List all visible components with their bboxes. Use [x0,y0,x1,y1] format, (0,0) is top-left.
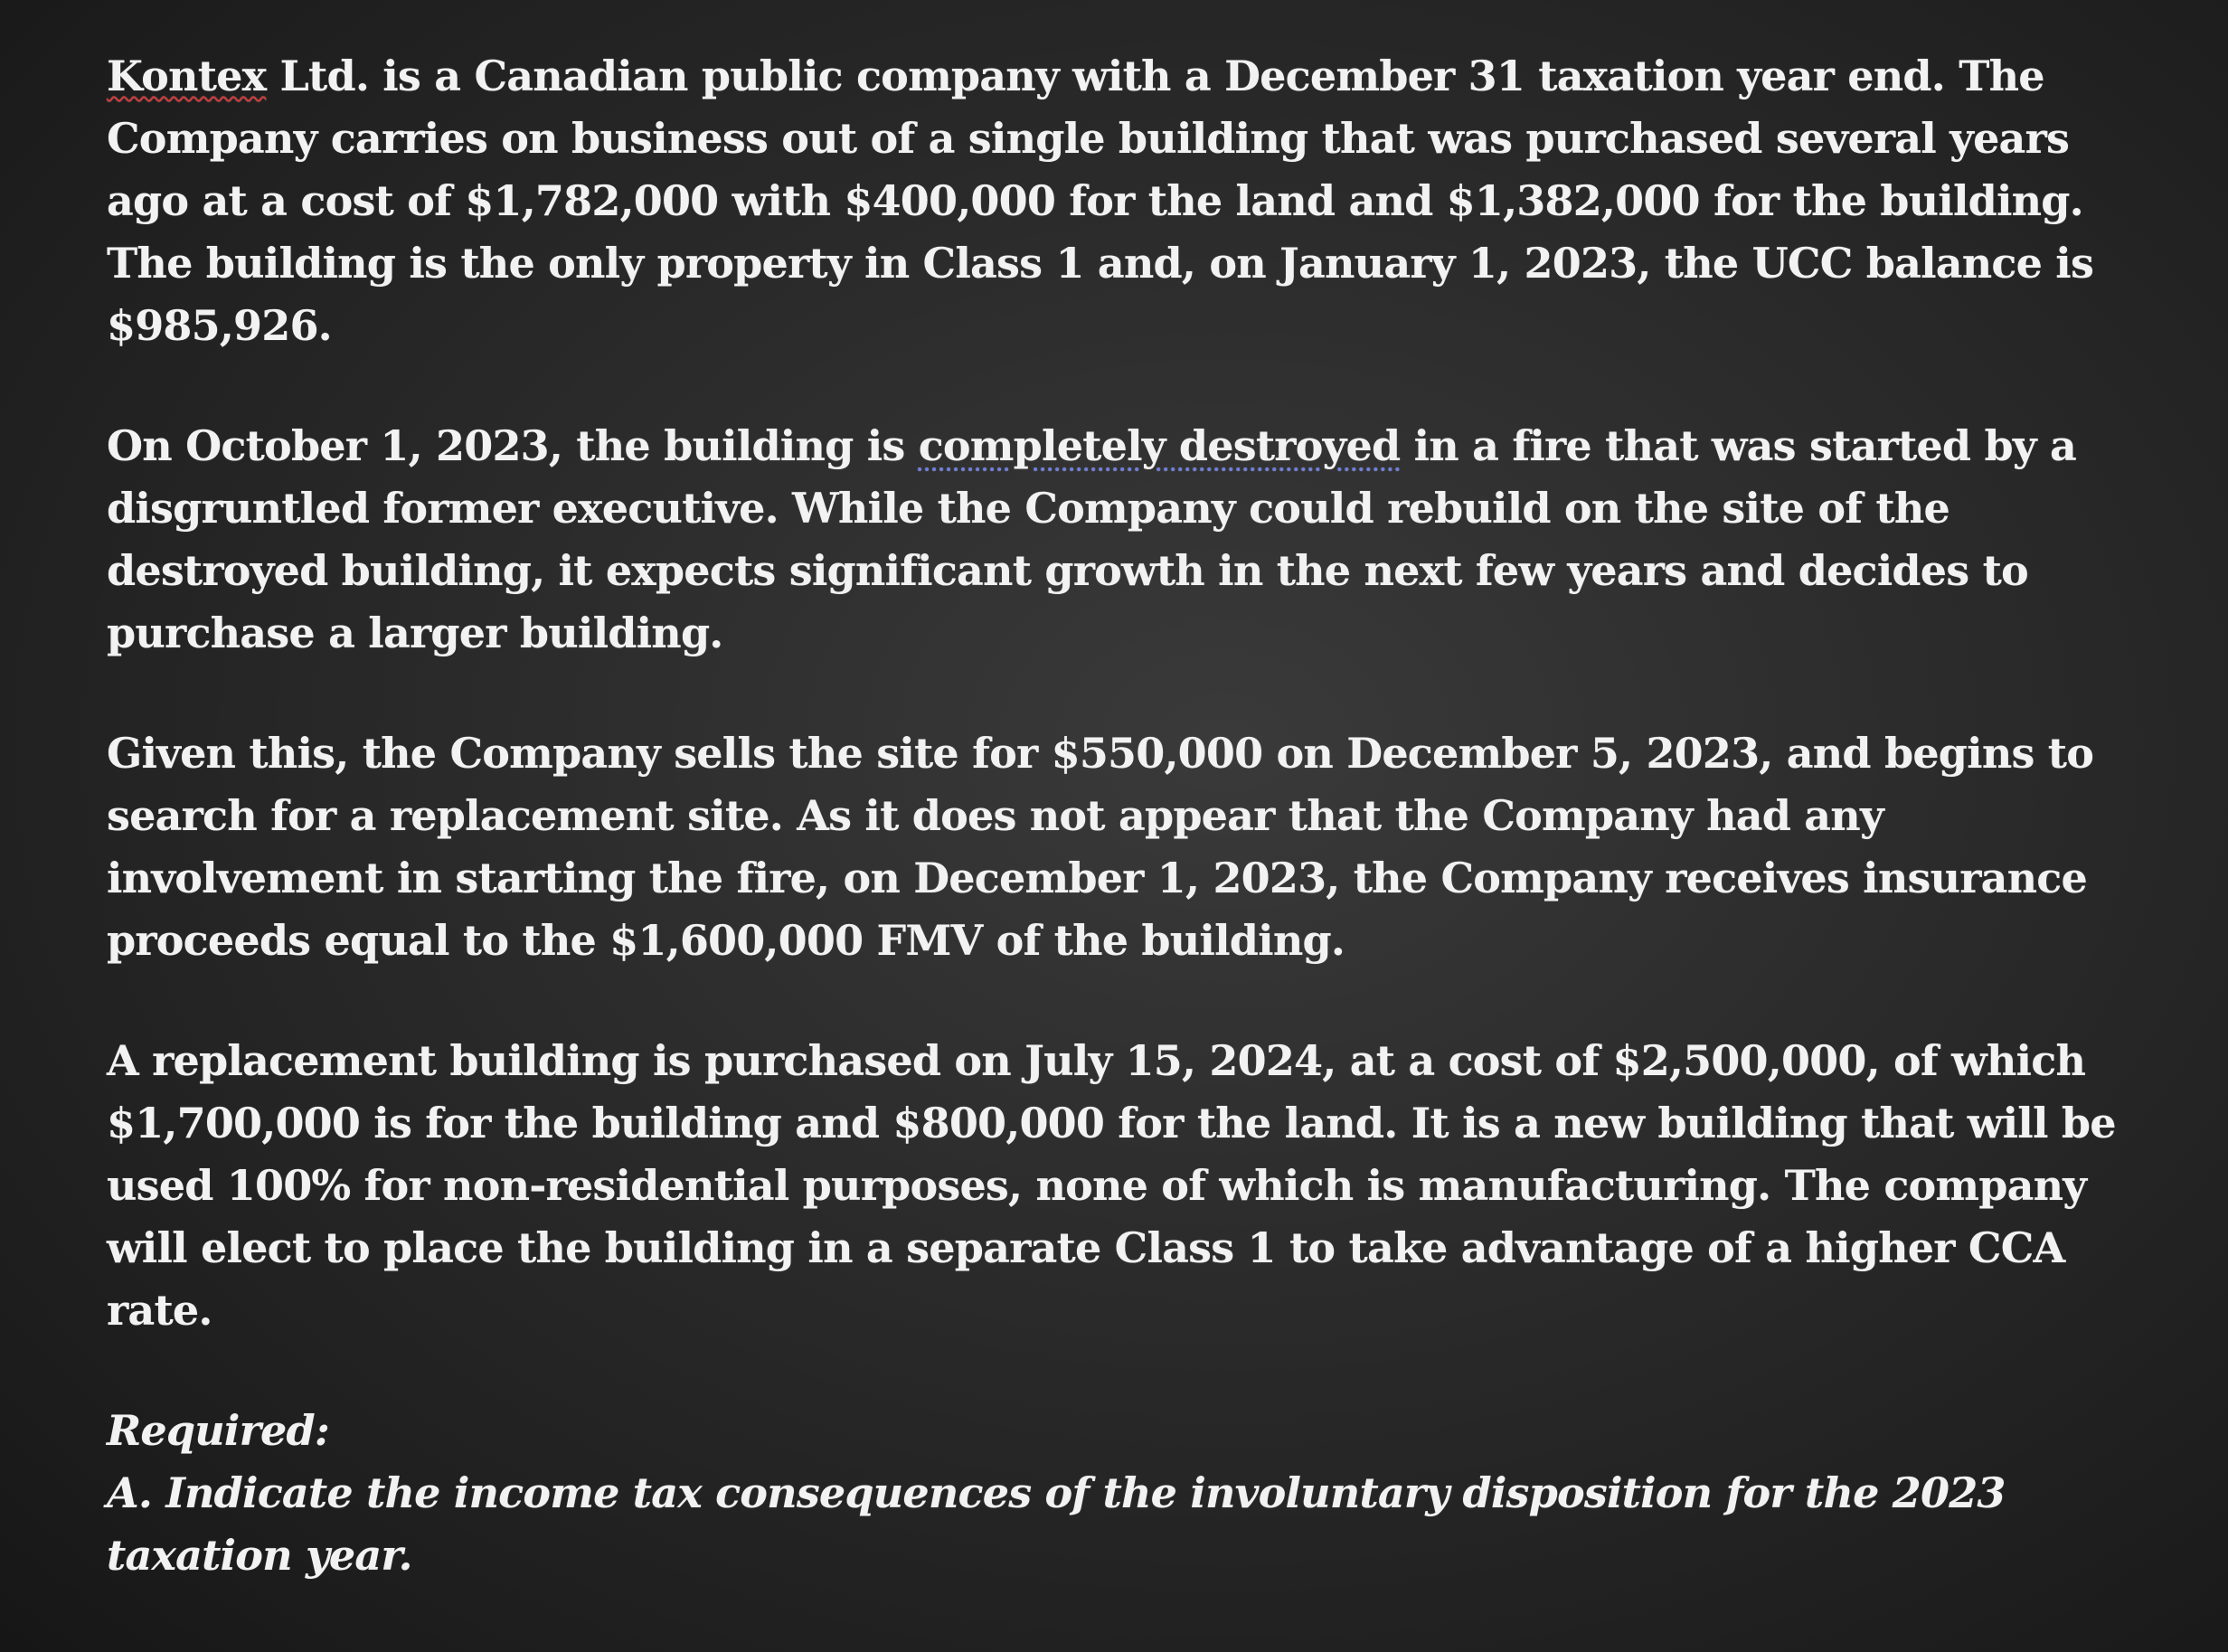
paragraph-replacement-building: A replacement building is purchased on July 15, 2024, at a cost of $2,500,000, of which $1,700,000 is for the building and $800,000 for the land. It is a new building that will be used 100% for non-residential purposes, none of which is manufacturing. The company will elect to place the building in a separate Class 1 to take advantage of a higher CCA rate. [107,1036,2116,1335]
paragraph-text: Ltd. is a Canadian public company with a December 31 taxation year end. The Company carries on business out of a single building that was purchased several years ago at a cost of $1,782,000 with $400,000 for the land and $1,382,000 for the building. The building is the only property in Class 1 and, on January 1, 2023, the UCC balance is $985,926. [107,52,2094,350]
paragraph-text: On October 1, 2023, the building is [107,421,919,470]
paragraph-text: in a fire that was started by a disgruntled former executive. While the Company could rebuild on the site of the destroyed building, it expects significant growth in the next few years and decides to purchase a larger building. [107,421,2076,657]
paragraph-sale-and-insurance: Given this, the Company sells the site for $550,000 on December 5, 2023, and begins to search for a replacement site. As it does not appear that the Company had any involvement in starting the fire, on December 1, 2023, the Company receives insurance proceeds equal to the $1,600,000 FMV of the building. [107,729,2094,965]
question-a: A. Indicate the income tax consequences of the involuntary disposition for the 2023 taxation year. [107,1468,2006,1580]
grammar-flagged-phrase[interactable]: completely destroyed [918,421,1401,470]
spellcheck-flagged-word[interactable]: Kontex [107,52,267,100]
paragraph-fire-event [107,415,2123,665]
required-heading: Required: [107,1406,330,1455]
paragraph-company-background [107,45,2123,357]
document-body [107,45,2123,1587]
required-section [107,1400,2123,1587]
